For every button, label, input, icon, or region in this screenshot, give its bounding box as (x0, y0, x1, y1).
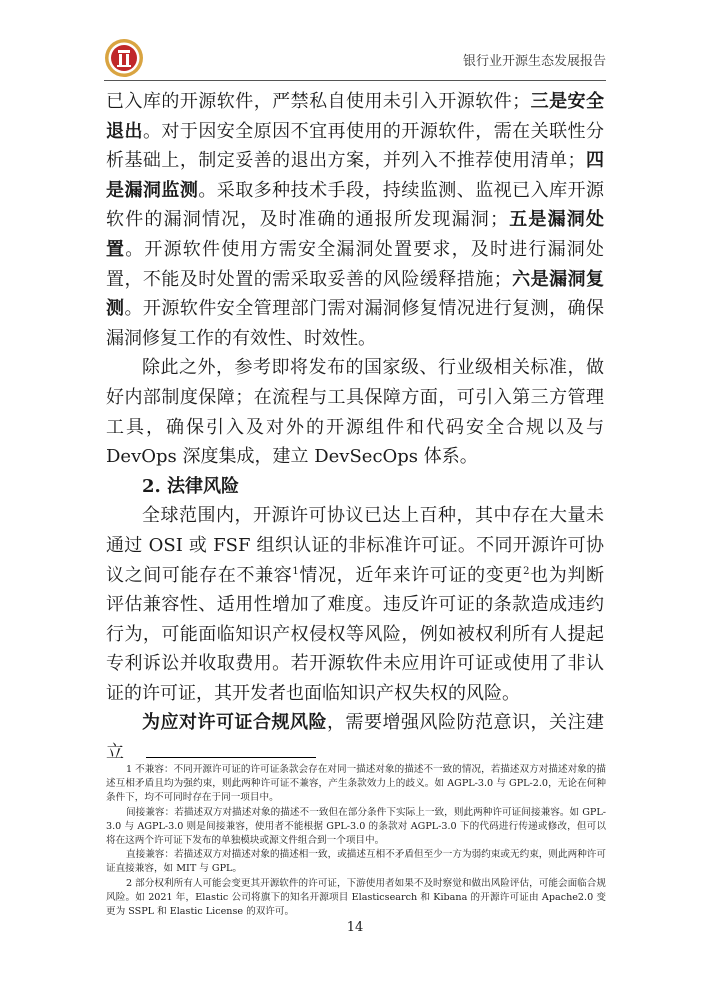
main-body (106, 87, 604, 768)
seal-logo-icon (104, 38, 144, 78)
footnote-1-indirect: 间接兼容：若描述双方对描述对象的描述不一致但在部分条件下实际上一致，则此两种许可证间接兼容。如 GPL-3.0 与 AGPL-3.0 则是间接兼容，使用者不能根据 GPL-3.0 的条款对 AGPL-3.0 下的代码进行传递或修改，但可以将在这两个许可证下发布的单独模块或源文件组合到一个项目中。 (106, 806, 606, 847)
paragraph-compliance: 为应对许可证合规风险，需要增强风险防范意识，关注建立 (106, 712, 604, 764)
bold-phrase: 三是安全退出 (106, 91, 605, 142)
footnote-divider (146, 757, 316, 758)
paragraph-security-exit: 已入库的开源软件，严禁私自使用未引入开源软件；三是安全退出。对于因安全原因不宜再使用的开源软件，需在关联性分析基础上，制定妥善的退出方案，并列入不推荐使用清单；四是漏洞监测。采取多种技术手段，持续监测、监视已入库开源软件的漏洞情况，及时准确的通报所发现漏洞；五是漏洞处置。开源软件使用方需安全漏洞处置要求，及时进行漏洞处置，不能及时处置的需采取妥善的风险缓释措施；六是漏洞复测。开源软件安全管理部门需对漏洞修复情况进行复测，确保漏洞修复工作的有效性、时效性。 (106, 91, 605, 349)
header-title: 银行业开源生态发展报告 (462, 54, 606, 69)
footnote-1-direct: 直接兼容：若描述双方对描述对象的描述相一致，或描述互相不矛盾但至少一方为弱约束或无约束，则此两种许可证直接兼容，如 MIT 与 GPL。 (106, 849, 606, 875)
bold-phrase: 五是漏洞处置 (106, 209, 604, 260)
footnote-ref[interactable]: 2 (523, 565, 530, 577)
paragraph-devsecops: 除此之外，参考即将发布的国家级、行业级相关标准，做好内部制度保障；在流程与工具保障方面，可引入第三方管理工具，确保引入及对外的开源组件和代码安全合规以及与 DevOps 深度集成，建立 DevSecOps 体系。 (106, 357, 604, 468)
page-number: 14 (346, 920, 364, 935)
bold-phrase: 为应对许可证合规风险 (142, 712, 327, 734)
section-heading: 2. 法律风险 (142, 475, 240, 497)
footnotes (106, 763, 606, 919)
footnote-1: 1 不兼容：不同开源许可证的许可证条款会存在对同一描述对象的描述不一致的情况，若描述双方对描述对象的描述互相矛盾且均为强约束，则此两种许可证不兼容，产生条款效力上的歧义。如 AGPL-3.0 与 GPL-2.0，无论在何种条件下，均不可同时存在于同一项目中。 (106, 764, 606, 804)
paragraph-license-risk: 全球范围内，开源许可协议已达上百种，其中存在大量未通过 OSI 或 FSF 组织认证的非标准许可证。不同开源许可协议之间可能存在不兼容$^1$情况，近年来许可证的变更$^2$也为判断评估兼容性、适用性增加了难度。违反许可证的条款造成违约行为，可能面临知识产权侵权等风险，例如被权利所有人提起专利诉讼并收取费用。若开源软件未应用许可证或使用了非认证的许可证，其开发者也面临知识产权失权的风险。 (106, 505, 605, 704)
bold-phrase: 四是漏洞监测 (106, 150, 605, 201)
bold-phrase: 六是漏洞复测 (106, 268, 605, 320)
footnote-2: 2 部分权利所有人可能会变更其开源软件的许可证，下游使用者如果不及时察觉和做出风险评估，可能会面临合规风险。如 2021 年，Elastic 公司将旗下的知名开源项目 Elasticsearch 和 Kibana 的开源许可证由 Apache2.0 变更为 SSPL 和 Elastic License 的双许可。 (106, 877, 606, 918)
footnote-ref[interactable]: 1 (292, 565, 299, 577)
header-divider (104, 80, 606, 81)
